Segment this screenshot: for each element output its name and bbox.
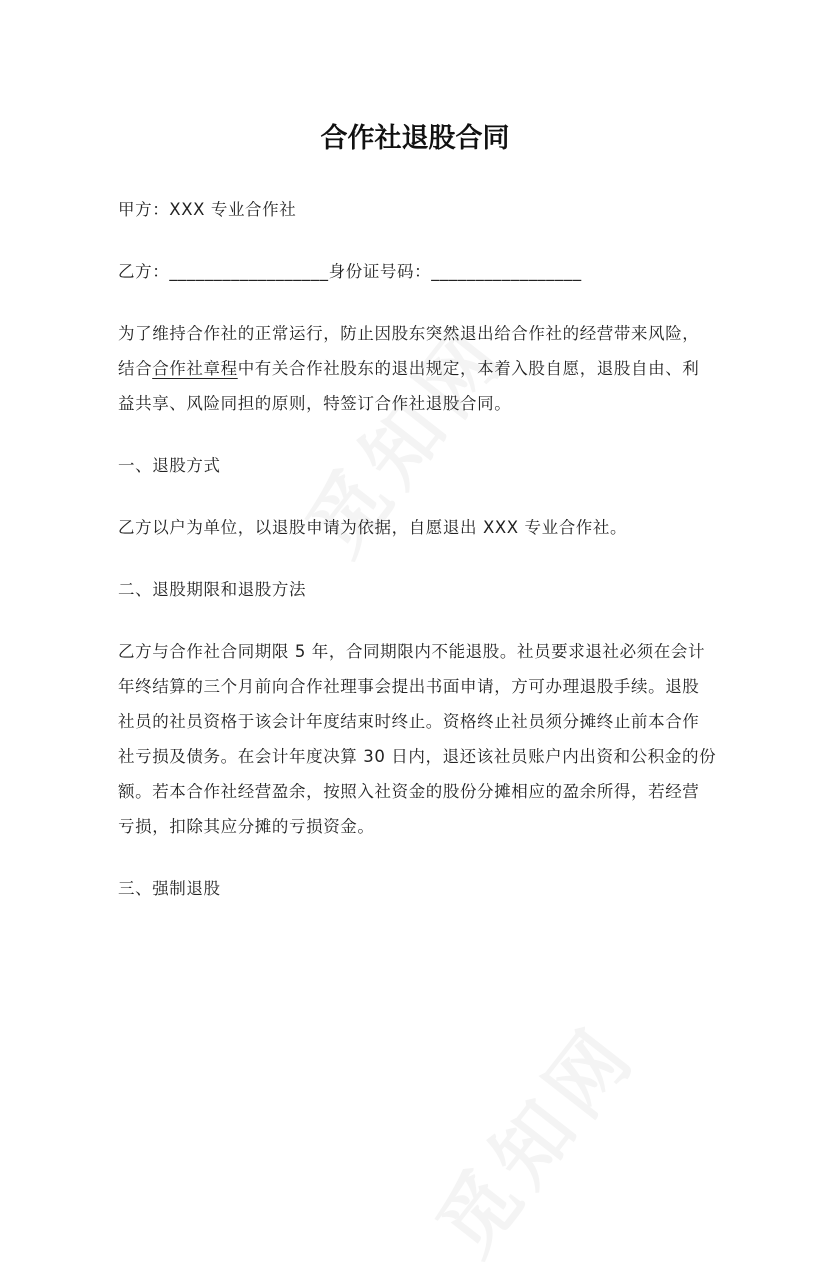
section-paragraph (118, 634, 738, 844)
paragraph-line: 亏损，扣除其应分摊的亏损资金。 (118, 817, 375, 836)
paragraph-line: 年终结算的三个月前向合作社理事会提出书面申请，方可办理退股手续。退股 (118, 677, 700, 696)
text: 中有关合作社股东的退出规定，本着入股自愿，退股自由、利 (237, 359, 700, 378)
party-a: 甲方：XXX 专业合作社 (118, 200, 297, 219)
document-title: 合作社退股合同 (320, 123, 510, 154)
section-heading: 一、退股方式 (118, 456, 221, 475)
text: 结合 (118, 359, 153, 378)
paragraph-line: 额。若本合作社经营盈余，按照入社资金的股份分摊相应的盈余所得，若经营 (118, 782, 700, 801)
id-label: 身份证号码： (328, 262, 432, 281)
paragraph-line: 社亏损及债务。在会计年度决算 30 日内，退还该社员账户内出资和公积金的份 (118, 747, 717, 766)
party-b-blank: __________________ (169, 262, 329, 281)
section-heading: 三、强制退股 (118, 879, 221, 898)
watermark (407, 997, 658, 1274)
intro-paragraph (118, 316, 738, 421)
id-blank: _________________ (431, 262, 582, 281)
charter-link[interactable]: 合作社章程 (152, 359, 238, 378)
document-body (118, 192, 738, 906)
section-heading: 二、退股期限和退股方法 (118, 580, 307, 599)
party-b (118, 254, 738, 289)
paragraph-line: 社员的社员资格于该会计年度结束时终止。资格终止社员须分摊终止前本合作 (118, 712, 700, 731)
paragraph-line: 益共享、风险同担的原则，特签订合作社退股合同。 (118, 394, 512, 413)
paragraph-line: 乙方以户为单位，以退股申请为依据，自愿退出 XXX 专业合作社。 (118, 518, 628, 537)
paragraph-line: 乙方与合作社合同期限 5 年，合同期限内不能退股。社员要求退社必须在会计 (118, 642, 706, 661)
paragraph-line: 为了维持合作社的正常运行，防止因股东突然退出给合作社的经营带来风险， (118, 324, 700, 343)
paragraph-line (118, 351, 738, 386)
party-b-label: 乙方： (118, 262, 170, 281)
